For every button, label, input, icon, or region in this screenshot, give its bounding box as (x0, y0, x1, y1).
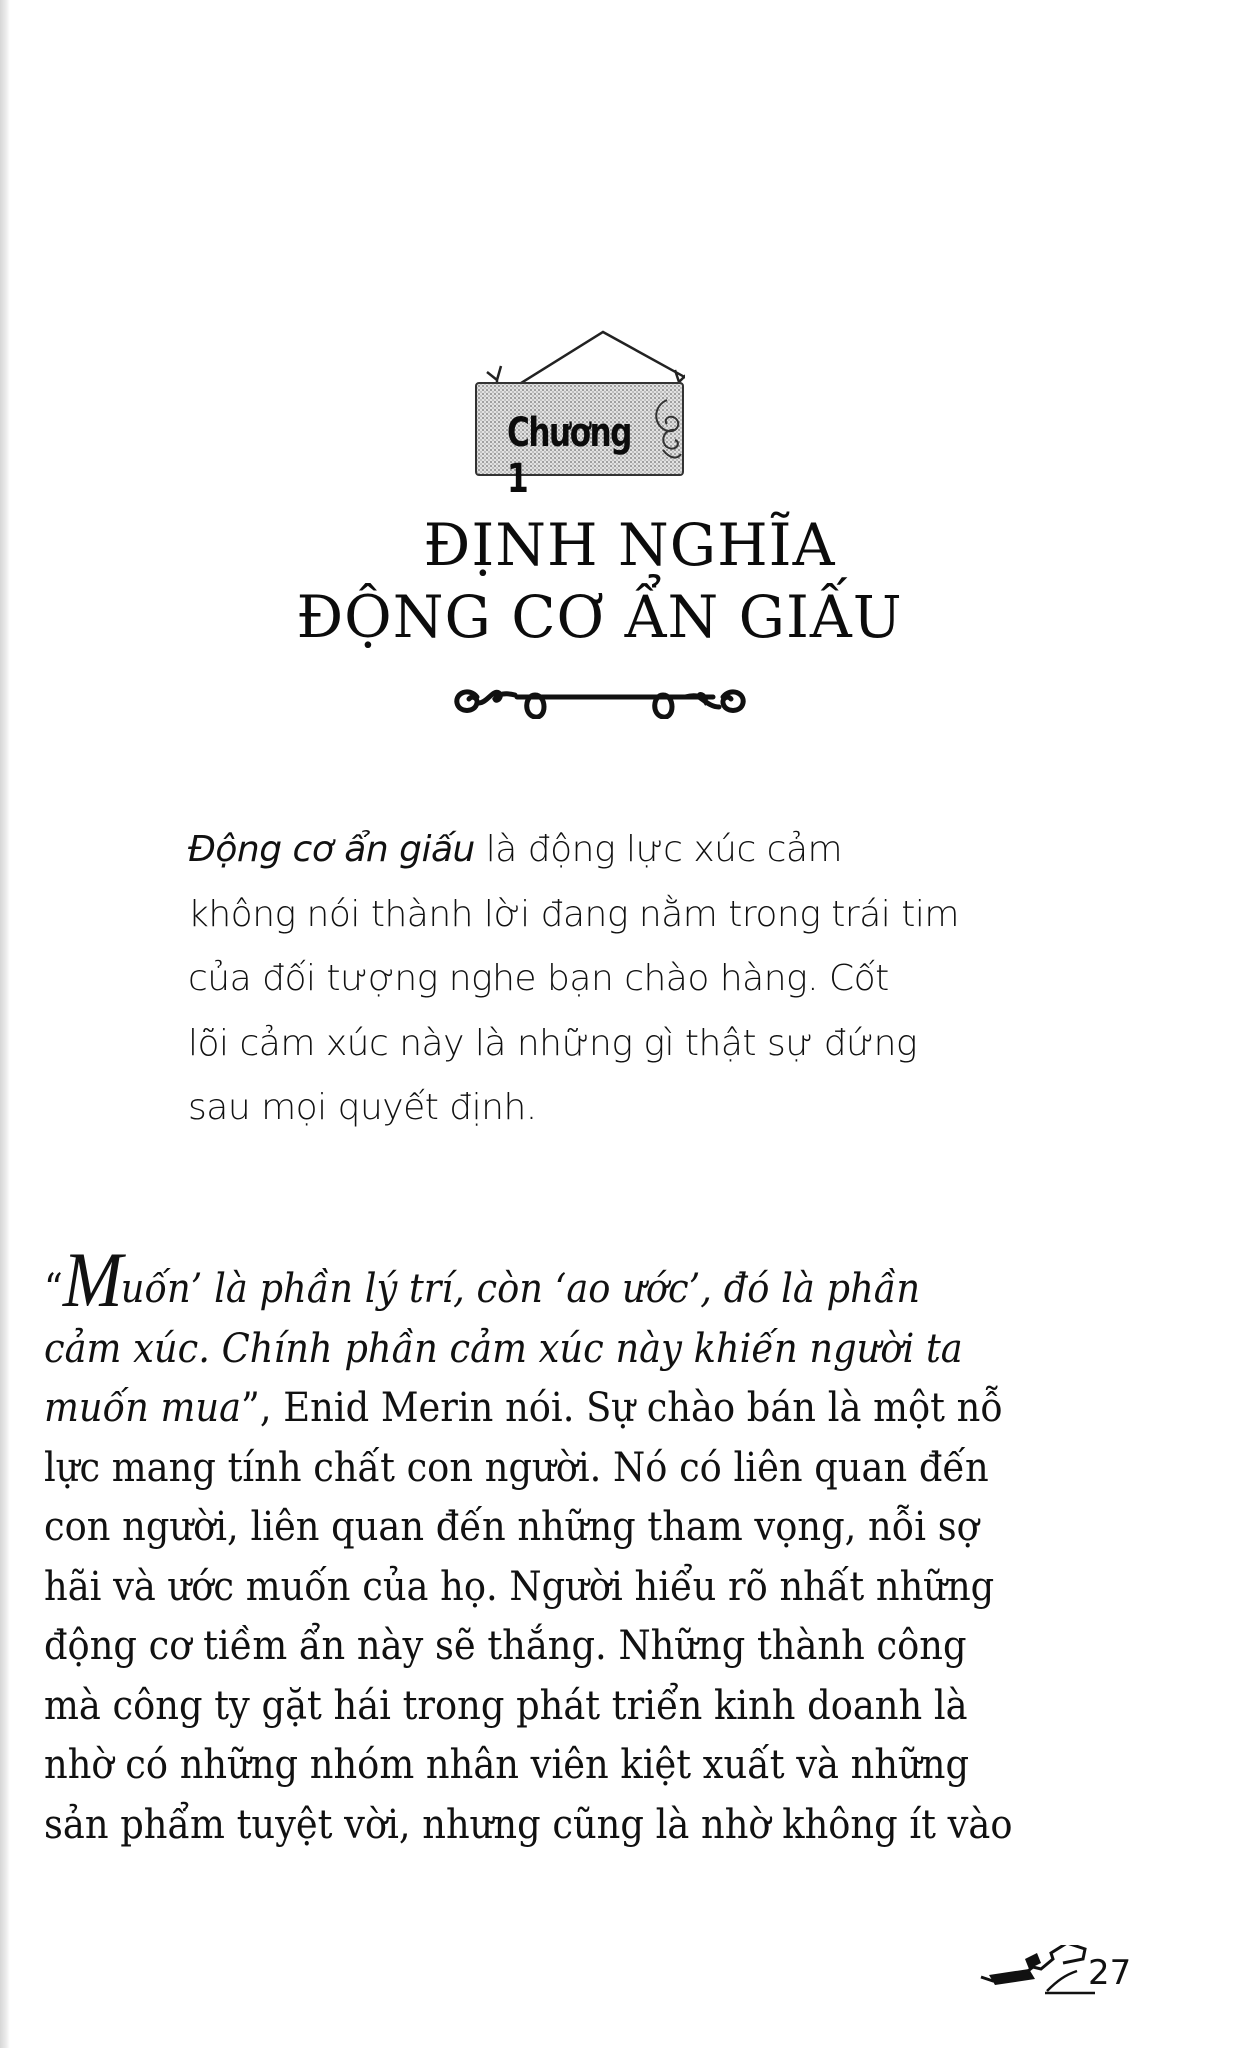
intro-line: lõi cảm xúc này là những gì thật sự đứng (188, 1022, 918, 1064)
intro-line: sau mọi quyết định. (188, 1087, 537, 1128)
flourish-divider-icon (445, 675, 755, 719)
chapter-label: Chương 1 (507, 410, 631, 502)
page-number: 27 (1088, 1953, 1132, 1993)
body-line: lực mang tính chất con người. Nó có liên quan đến (44, 1444, 989, 1491)
intro-line: không nói thành lời đang nằm trong trái tim (188, 893, 959, 935)
body-line: mà công ty gặt hái trong phát triển kinh doanh là (44, 1682, 968, 1729)
body-line: động cơ tiềm ẩn này sẽ thắng. Những thành công (44, 1623, 967, 1669)
body-paragraph (44, 1236, 1056, 1855)
chapter-sign (475, 330, 685, 502)
quill-pen-icon (975, 1945, 1095, 2005)
body-line: “Muốn’ là phần lý trí, còn ‘ao ước’, đó là phần (44, 1236, 921, 1323)
body-line: nhờ có những nhóm nhân viên kiệt xuất và những (44, 1742, 970, 1788)
body-line: muốn mua”, Enid Merin nói. Sự chào bán là một nỗ (44, 1385, 1003, 1431)
chapter-title-line-1: ĐỊNH NGHĨA (423, 511, 836, 579)
body-line: hãi và ước muốn của họ. Người hiểu rõ nhất những (44, 1563, 995, 1610)
chapter-title-line-2: ĐỘNG CƠ ẨN GIẤU (296, 583, 903, 651)
drop-cap: M (62, 1236, 123, 1323)
body-line: con người, liên quan đến những tham vọng, nỗi sợ (44, 1504, 979, 1550)
chapter-intro (188, 818, 1068, 1141)
body-line: cảm xúc. Chính phần cảm xúc này khiến người ta (44, 1325, 963, 1372)
intro-line: Động cơ ẩn giấu là động lực xúc cảm (188, 829, 843, 870)
page-edge-shadow (0, 0, 10, 2048)
page-footer (975, 1945, 1175, 2005)
body-line: sản phẩm tuyệt vời, nhưng cũng là nhờ không ít vào (44, 1801, 1013, 1848)
intro-term: Động cơ ẩn giấu (188, 829, 475, 870)
intro-line: của đối tượng nghe bạn chào hàng. Cốt (188, 958, 889, 999)
